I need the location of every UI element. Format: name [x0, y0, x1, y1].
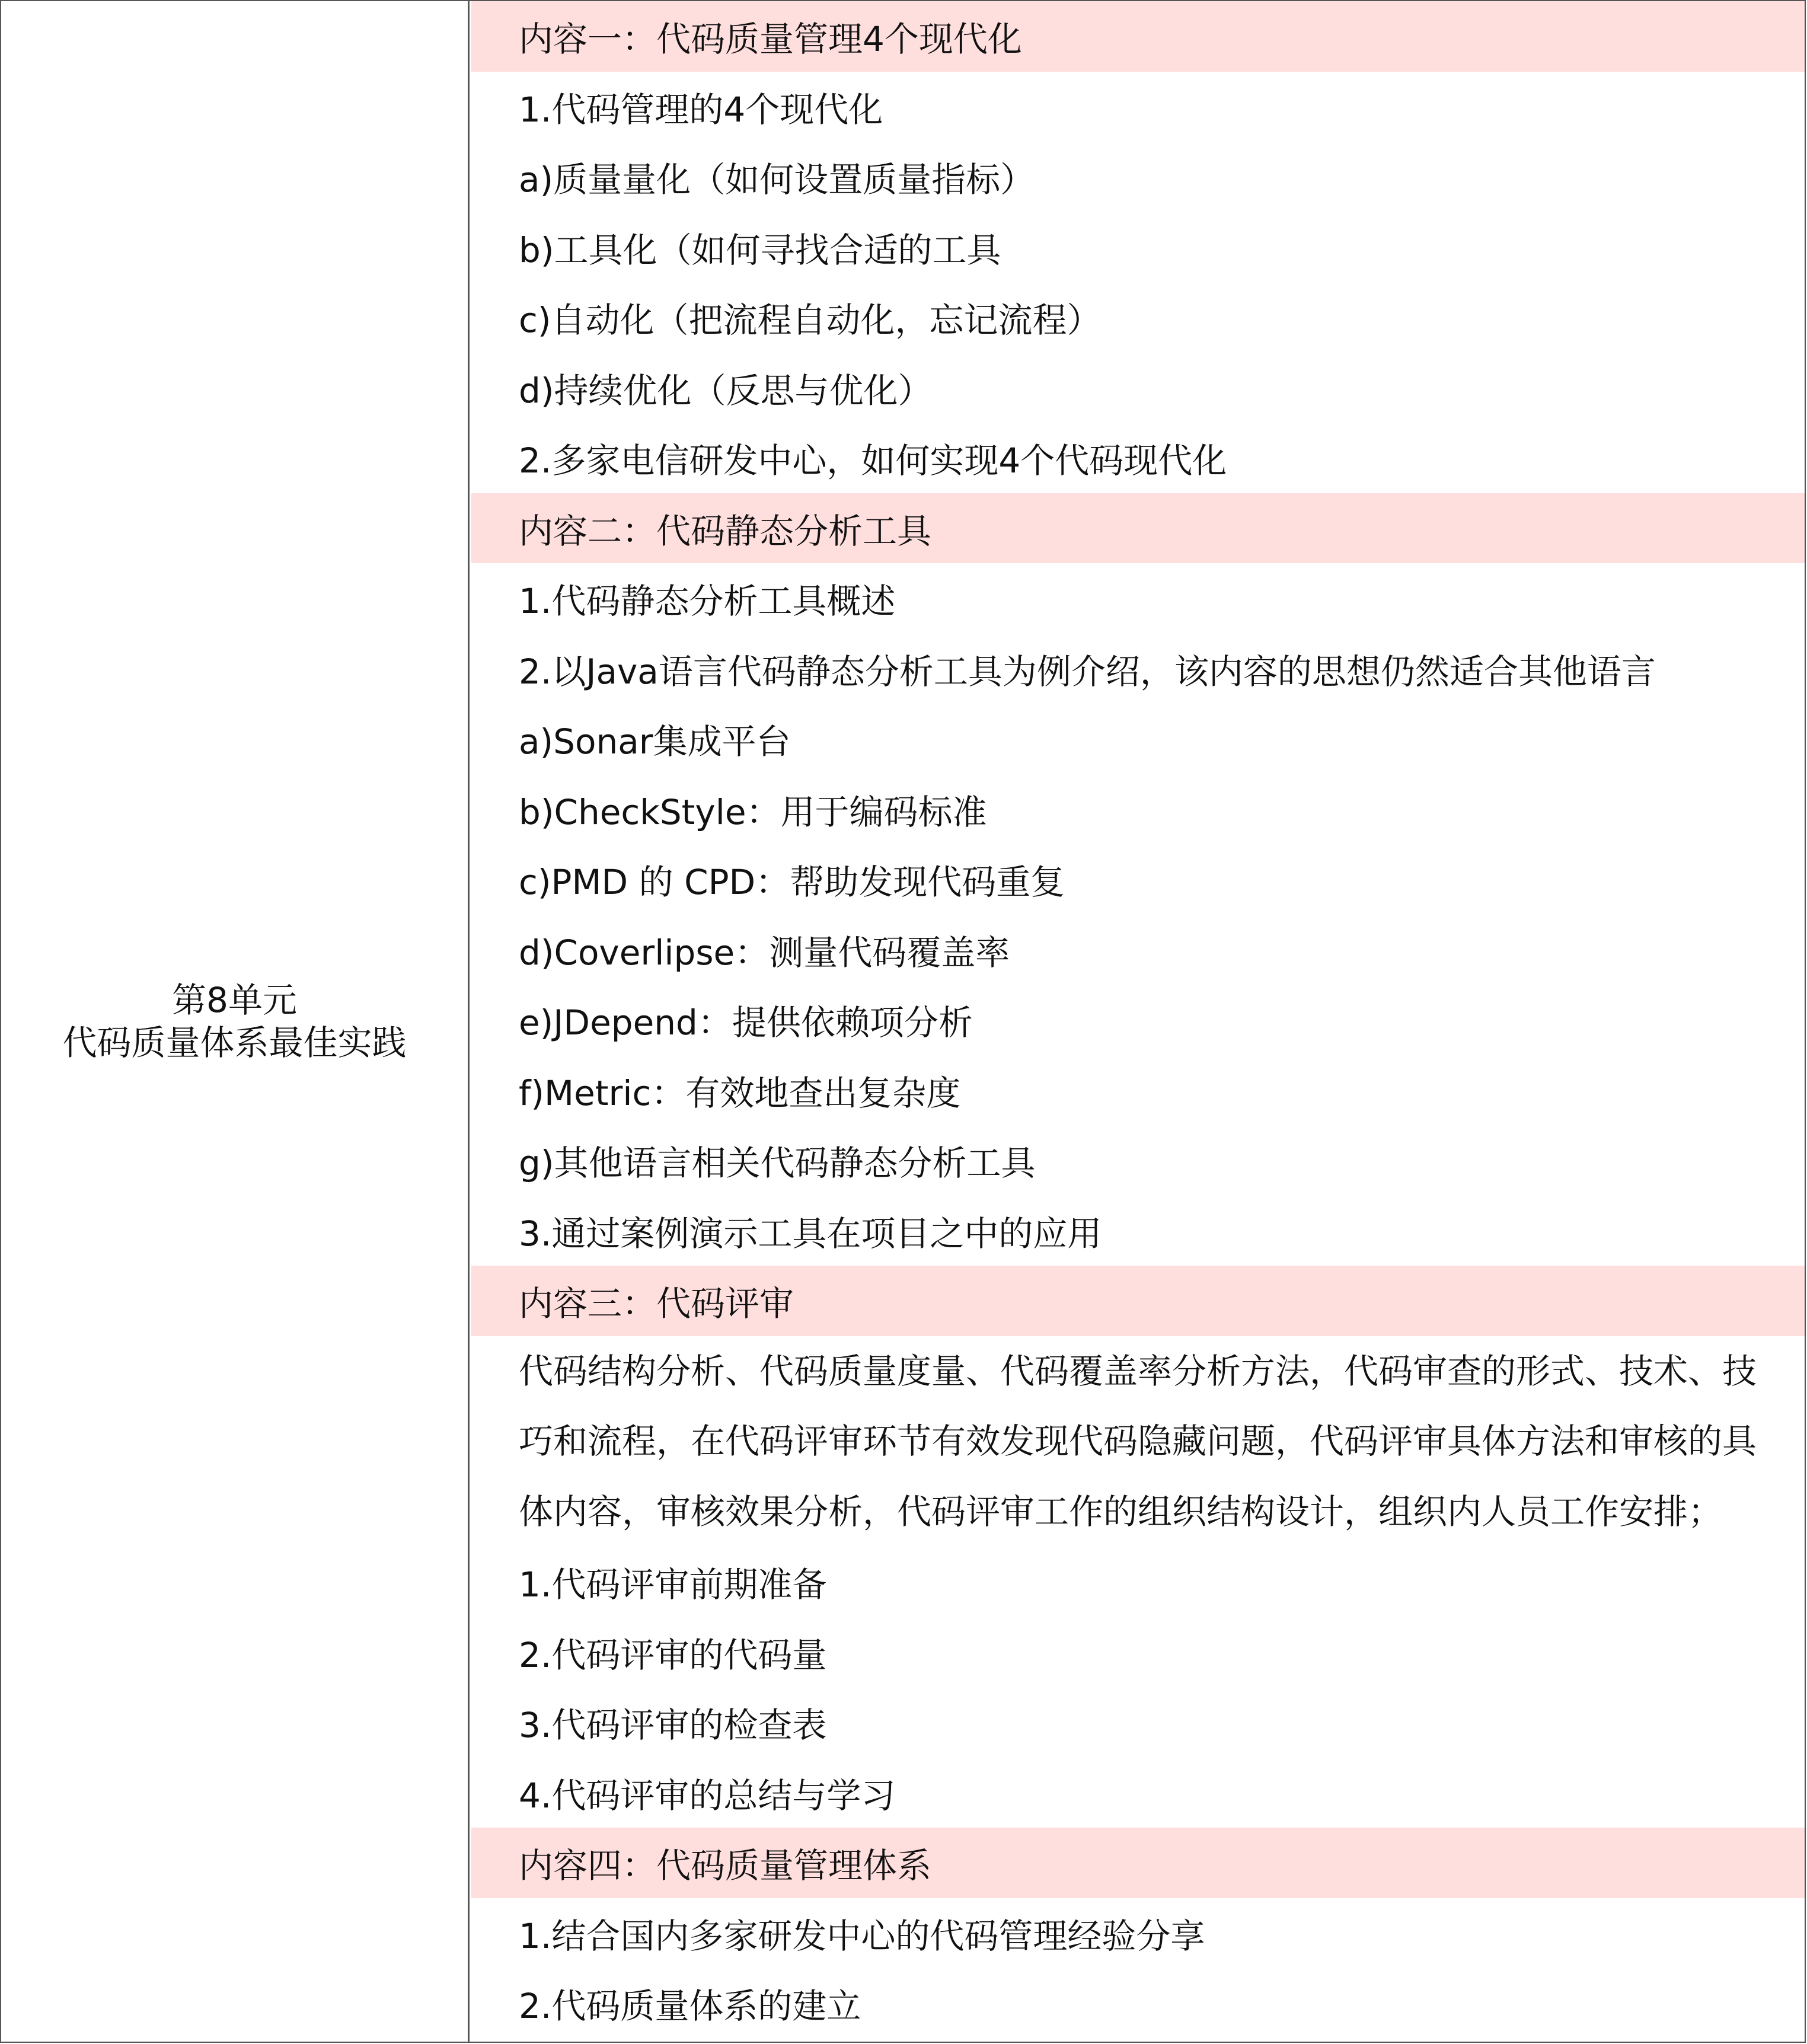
list-item: f)Metric：有效地查出复杂度 — [519, 1072, 961, 1113]
list-item: b)CheckStyle：用于编码标准 — [519, 791, 987, 832]
list-item: c)自动化（把流程自动化，忘记流程） — [519, 300, 1102, 341]
unit-title: 代码质量体系最佳实践 — [62, 1023, 407, 1063]
paragraph-line: 体内容，审核效果分析，代码评审工作的组织结构设计，组织内人员工作安排； — [519, 1491, 1723, 1532]
section-header-1: 内容一：代码质量管理4个现代化 — [471, 1, 1805, 72]
list-item: a)质量量化（如何设置质量指标） — [519, 159, 1035, 200]
list-item: a)Sonar集成平台 — [519, 721, 791, 762]
list-item: c)PMD 的 CPD：帮助发现代码重复 — [519, 862, 1065, 903]
list-item: 4.代码评审的总结与学习 — [519, 1775, 896, 1816]
list-item: g)其他语言相关代码静态分析工具 — [519, 1143, 1036, 1184]
section-paragraph — [471, 1336, 1805, 1547]
list-item: 1.代码管理的4个现代化 — [519, 89, 883, 130]
paragraph-line: 代码结构分析、代码质量度量、代码覆盖率分析方法，代码审查的形式、技术、技 — [519, 1350, 1757, 1391]
list-item: 3.通过案例演示工具在项目之中的应用 — [519, 1213, 1102, 1254]
list-item: 2.以Java语言代码静态分析工具为例介绍，该内容的思想仍然适合其他语言 — [519, 651, 1656, 692]
list-item: d)持续优化（反思与优化） — [519, 370, 933, 411]
section-header-3: 内容三：代码评审 — [471, 1266, 1805, 1336]
unit-cell — [1, 1, 470, 2042]
list-item: 1.代码评审前期准备 — [519, 1564, 827, 1605]
list-item: 1.代码静态分析工具概述 — [519, 581, 896, 622]
list-item: e)JDepend：提供依赖项分析 — [519, 1002, 973, 1043]
list-item: 3.代码评审的检查表 — [519, 1705, 827, 1746]
section-header-2: 内容二：代码静态分析工具 — [471, 493, 1805, 564]
unit-number: 第8单元 — [172, 980, 297, 1020]
list-item: d)Coverlipse：测量代码覆盖率 — [519, 932, 1010, 973]
list-item: 1.结合国内多家研发中心的代码管理经验分享 — [519, 1915, 1205, 1956]
paragraph-line: 巧和流程，在代码评审环节有效发现代码隐藏问题，代码评审具体方法和审核的具 — [519, 1421, 1757, 1461]
content-column — [471, 1, 1805, 2042]
list-item: 2.代码质量体系的建立 — [519, 1986, 861, 2027]
section-header-4: 内容四：代码质量管理体系 — [471, 1828, 1805, 1898]
list-item: 2.多家电信研发中心，如何实现4个代码现代化 — [519, 440, 1227, 481]
list-item: 2.代码评审的代码量 — [519, 1634, 827, 1675]
list-item: b)工具化（如何寻找合适的工具 — [519, 229, 1001, 270]
